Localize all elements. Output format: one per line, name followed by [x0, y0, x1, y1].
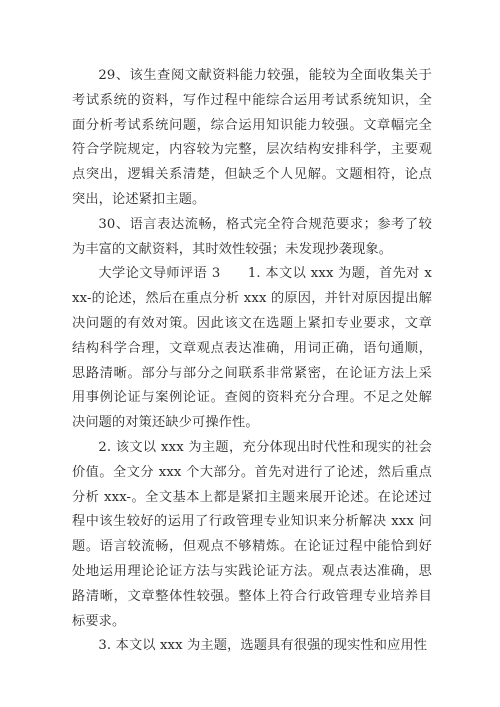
paragraph-review-3-item-1: 大学论文导师评语 3 1. 本文以 xxx 为题，首先对 xxx-的论述，然后在重点分析 xxx 的原因，并针对原因提出解决问题的有效对策。因此该文在选题上紧扣专业要求，文章结构科学合理，文章观点表达准确，用词正确，语句通顺，思路清晰。部分与部分之间联系非常紧密，在论证方法上采用事例论证与案例论证。查阅的资料充分合理。不足之处解决问题的对策还缺少可操作性。: [72, 266, 432, 431]
document-page: [72, 64, 432, 659]
paragraph-review-3-item-2: 2. 该文以 xxx 为主题，充分体现出时代性和现实的社会价值。全文分 xxx 个大部分。首先对进行了论述，然后重点分析 xxx-。全文基本上都是紧扣主题来展开论述。在论述过程中该生较好的运用了行政管理专业知识来分析解决 xxx 问题。语言较流畅，但观点不够精炼。在论证过程中能恰到好处地运用理论论证方法与实践论证方法。观点表达准确，思路清晰，文章整体性较强。整体上符合行政管理专业培养目标要求。: [72, 439, 432, 629]
paragraph-review-3-item-3: 3. 本文以 xxx 为主题，选题具有很强的现实性和应用性: [98, 638, 428, 654]
paragraph-comment-30: 30、语言表达流畅，格式完全符合规范要求；参考了较为丰富的文献资料，其时效性较强；未发现抄袭现象。: [72, 216, 432, 257]
paragraph-comment-29: 29、该生查阅文献资料能力较强，能较为全面收集关于考试系统的资料，写作过程中能综合运用考试系统知识，全面分析考试系统问题，综合运用知识能力较强。文章幅完全符合学院规定，内容较为完整，层次结构安排科学，主要观点突出，逻辑关系清楚，但缺乏个人见解。文题相符，论点突出，论述紧扣主题。: [72, 68, 432, 207]
